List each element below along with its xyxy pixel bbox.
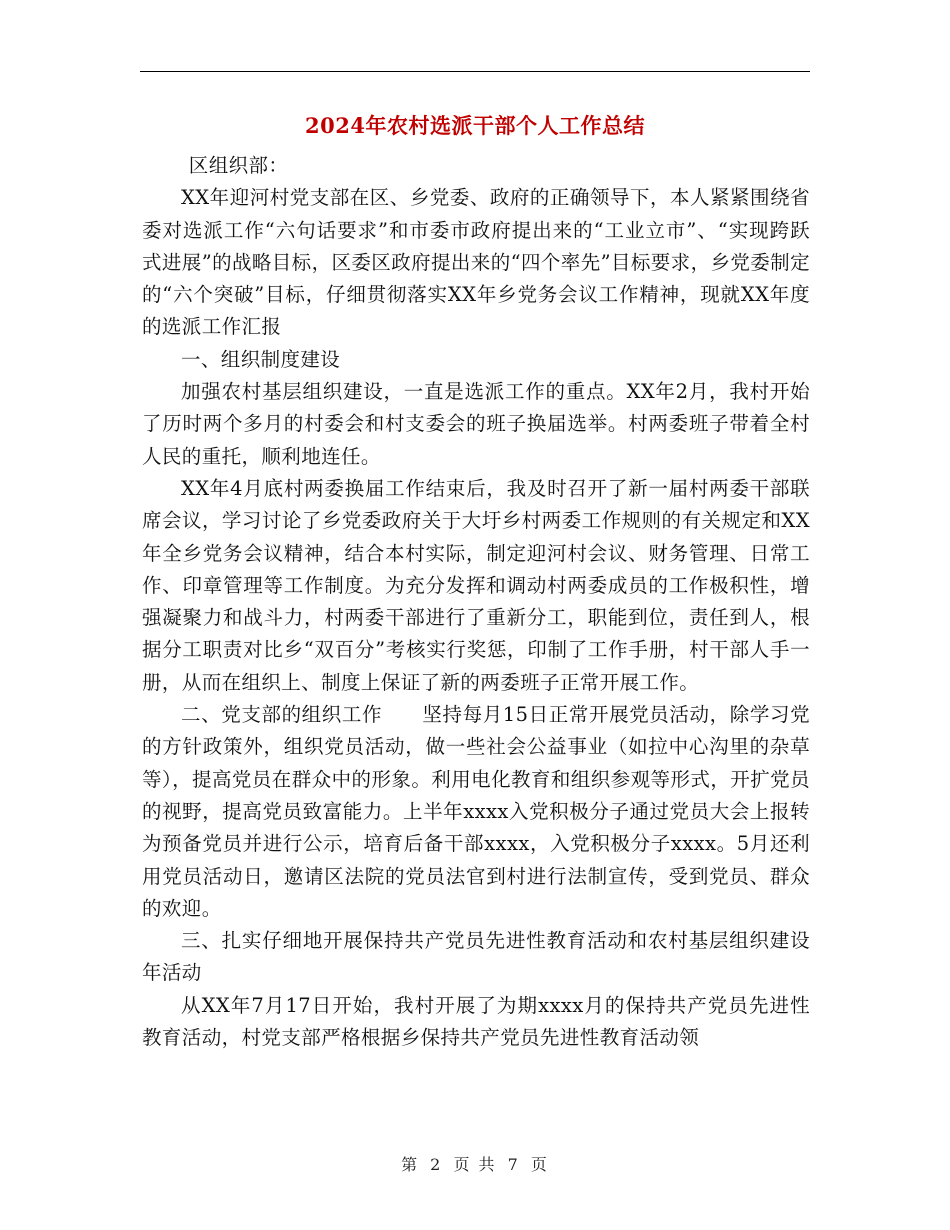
- footer-middle: 页 共: [453, 1155, 497, 1174]
- paragraph-org-building: 加强农村基层组织建设，一直是选派工作的重点。XX年2月，我村开始了历时两个多月的村委会和村支委会的班子换届选举。村两委班子带着全村人民的重托，顺利地连任。: [142, 380, 810, 468]
- section-heading-1: 一、组织制度建设: [181, 347, 341, 371]
- page-footer: [0, 1152, 950, 1175]
- paragraph-intro: XX年迎河村党支部在区、乡党委、政府的正确领导下，本人紧紧围绕省委对选派工作“六句话要求”和市委市政府提出来的“工业立市”、“实现跨跃式进展”的战略目标，区委区政府提出来的“四个率先”目标要求，乡党委制定的“六个突破”目标，仔细贯彻落实XX年乡党务会议工作精神，现就XX年度的选派工作汇报: [142, 186, 810, 339]
- footer-suffix: 页: [530, 1155, 549, 1174]
- footer-total-pages: 7: [507, 1155, 520, 1174]
- footer-current-page: 2: [430, 1155, 443, 1174]
- footer-prefix: 第: [401, 1155, 420, 1174]
- salutation: 区组织部：: [188, 154, 289, 177]
- section-heading-3: 三、扎实仔细地开展保持共产党员先进性教育活动和农村基层组织建设年活动: [142, 929, 810, 985]
- paragraph-education: 从XX年7月17日开始，我村开展了为期xxxx月的保持共产党员先进性教育活动，村党支部严格根据乡保持共产党员先进性教育活动领: [142, 993, 810, 1050]
- header-rule: [140, 71, 810, 72]
- document-title: 2024年农村选派干部个人工作总结: [305, 113, 645, 138]
- paragraph-org-rules: XX年4月底村两委换届工作结束后，我及时召开了新一届村两委干部联席会议，学习讨论了乡党委政府关于大圩乡村两委工作规则的有关规定和XX年全乡党务会议精神，结合本村实际，制定迎河村会议、财务管理、日常工作、印章管理等工作制度。为充分发挥和调动村两委成员的工作极积性，增强凝聚力和战斗力，村两委干部进行了重新分工，职能到位，责任到人，根据分工职责对比乡“双百分”考核实行奖惩，印制了工作手册，村干部人手一册，从而在组织上、制度上保证了新的两委班子正常开展工作。: [142, 476, 810, 694]
- document-body: [142, 150, 810, 1054]
- section-party-branch: 二、党支部的组织工作 坚持每月15日正常开展党员活动，除学习党的方针政策外，组织党员活动，做一些社会公益事业（如拉中心沟里的杂草等），提高党员在群众中的形象。利用电化教育和组织参观等形式，开扩党员的视野，提高党员致富能力。上半年xxxx入党积极分子通过党员大会上报转为预备党员并进行公示，培育后备干部xxxx，入党积极分子xxxx。5月还利用党员活动日，邀请区法院的党员法官到村进行法制宣传，受到党员、群众的欢迎。: [142, 703, 810, 920]
